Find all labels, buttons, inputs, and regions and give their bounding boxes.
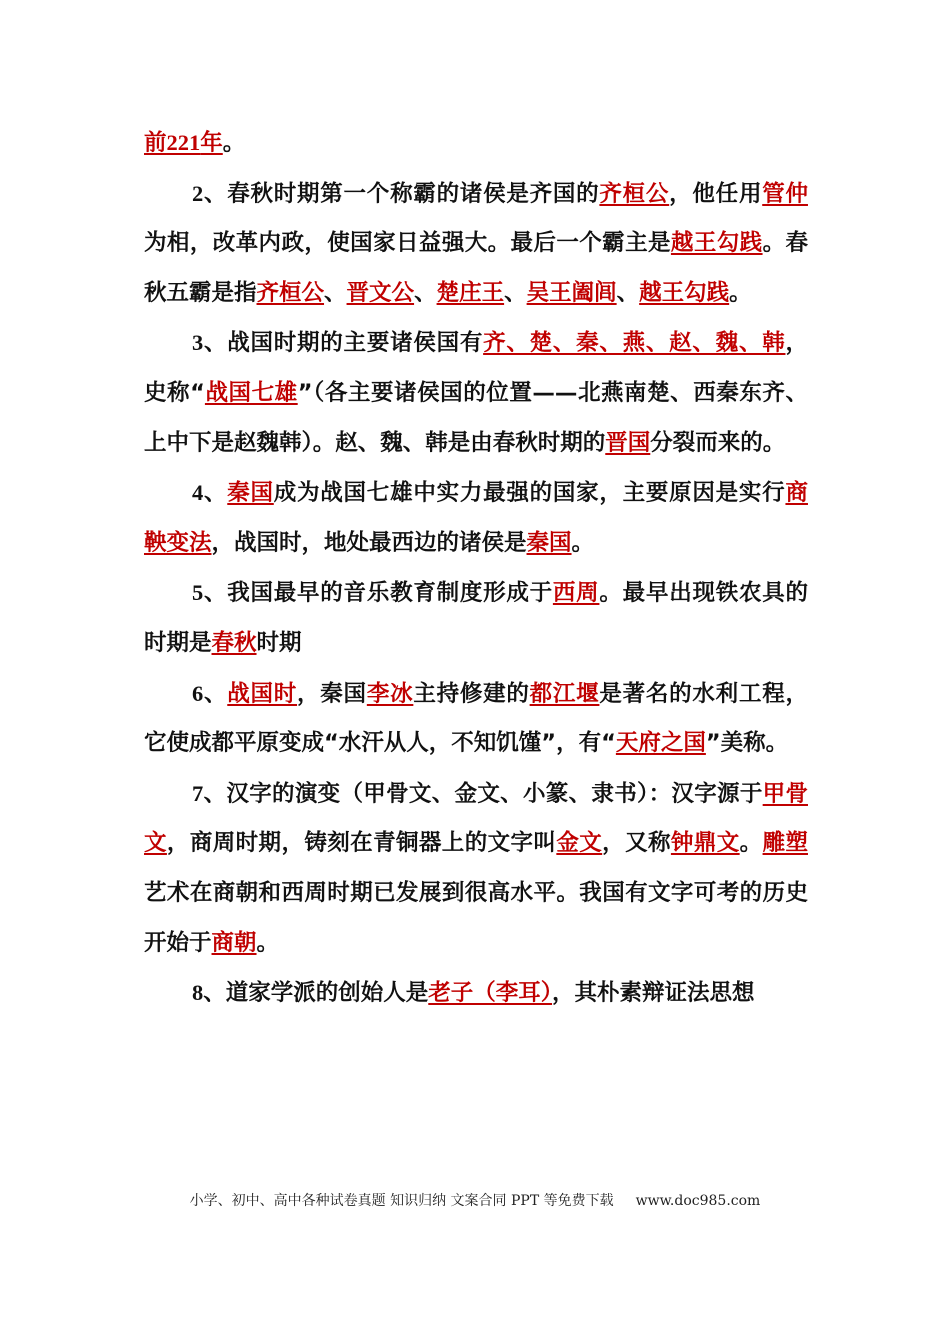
text-segment: 、	[616, 279, 640, 306]
text-segment: 。最早出现铁农具的时期是	[144, 580, 808, 656]
answer-highlight: 都江堰	[529, 680, 600, 707]
paragraph	[144, 118, 808, 169]
answer-highlight: 金文	[556, 830, 603, 857]
text-segment: 时期	[256, 629, 302, 656]
answer-highlight: 齐桓公	[256, 279, 325, 306]
answer-highlight: 221	[166, 130, 201, 155]
answer-highlight: 管仲	[762, 180, 808, 207]
answer-highlight: 战国时	[227, 680, 298, 707]
paragraph	[144, 468, 808, 568]
answer-highlight: 钟鼎文	[670, 830, 740, 857]
answer-highlight: 商朝	[211, 929, 257, 956]
text-segment: ，其朴素辩证法思想	[552, 980, 755, 1007]
answer-highlight: 商鞅变法	[144, 480, 808, 556]
answer-highlight: 吴王阖闾	[526, 279, 617, 306]
text-segment: 、汉字的演变（甲骨文、金文、小篆、隶书）：汉字源于	[203, 780, 763, 807]
page-footer	[0, 1190, 950, 1210]
item-number: 7	[192, 780, 204, 806]
paragraph	[144, 568, 808, 668]
paragraph	[144, 769, 808, 968]
paragraph	[144, 968, 808, 1019]
answer-highlight: 齐桓公	[599, 180, 670, 207]
answer-highlight: 越王勾践	[670, 230, 763, 257]
answer-highlight: 甲骨文	[144, 780, 808, 857]
answer-highlight: 晋文公	[346, 279, 415, 306]
answer-highlight: 秦国	[227, 480, 274, 507]
footer-url: www.doc985.com	[635, 1193, 761, 1209]
answer-highlight: 雕塑	[762, 830, 808, 857]
answer-highlight: 楚庄王	[436, 279, 505, 306]
text-segment: 。	[729, 279, 752, 306]
text-segment: 、道家学派的创始人是	[203, 980, 429, 1007]
answer-highlight: 越王勾践	[639, 279, 730, 306]
text-segment: ”（各主要诸侯国的位置——北燕南楚、西秦东齐、上中下是赵魏韩）。赵、魏、韩是由春秋时期的	[144, 379, 808, 456]
text-segment: 、战国时期的主要诸侯国有	[203, 330, 484, 357]
answer-highlight: 老子（李耳）	[428, 980, 553, 1007]
answer-highlight: 前	[144, 130, 167, 156]
text-segment: 成为战国七雄中实力最强的国家，主要原因是实行	[273, 480, 786, 507]
text-segment: 、	[203, 480, 228, 507]
text-segment: 、	[324, 279, 347, 306]
text-segment: 分裂而来的。	[650, 429, 786, 456]
text-segment: 。	[739, 830, 763, 857]
item-number: 8	[192, 980, 204, 1006]
text-segment: 。	[222, 130, 246, 156]
answer-highlight: 秦国	[526, 529, 572, 556]
text-segment: 主持修建的	[413, 680, 530, 707]
text-segment: 、我国最早的音乐教育制度形成于	[203, 580, 553, 607]
text-segment: 、	[203, 680, 228, 707]
document-body	[144, 118, 808, 1019]
paragraph	[144, 169, 808, 319]
text-segment: 。	[571, 529, 595, 556]
item-number: 3	[192, 330, 204, 356]
paragraph	[144, 318, 808, 468]
text-segment: 、	[504, 279, 527, 306]
text-segment: 为相，改革内政，使国家日益强大。最后一个霸主是	[144, 230, 671, 257]
answer-highlight: 西周	[552, 580, 600, 607]
answer-highlight: 春秋	[211, 629, 257, 656]
text-segment: 。春秋五霸是指	[144, 230, 808, 306]
answer-highlight: 李冰	[366, 680, 414, 707]
text-segment: ，商周时期，铸刻在青铜器上的文字叫	[166, 830, 557, 857]
item-number: 4	[192, 480, 204, 506]
text-segment: 、	[414, 279, 437, 306]
text-segment: 艺术在商朝和西周时期已发展到很高水平。我国有文字可考的历史开始于	[144, 879, 808, 956]
text-segment: 。	[256, 929, 280, 956]
text-segment: ，又称	[602, 830, 671, 857]
answer-highlight: 天府之国	[615, 730, 706, 757]
answer-highlight: 齐、楚、秦、燕、赵、魏、韩	[483, 330, 786, 357]
item-number: 2	[192, 180, 204, 206]
text-segment: ，秦国	[297, 680, 367, 707]
answer-highlight: 战国七雄	[204, 379, 298, 406]
item-number: 6	[192, 680, 204, 706]
answer-highlight: 年	[200, 130, 223, 156]
text-segment: ”美称。	[705, 730, 789, 757]
paragraph	[144, 669, 808, 769]
answer-highlight: 晋国	[605, 429, 651, 456]
text-segment: 是著名的水利工程，它使成都平原变成“水汗从人，不知饥馑”，有“	[144, 680, 808, 757]
text-segment: 、春秋时期第一个称霸的诸侯是齐国的	[203, 180, 600, 207]
text-segment: ，他任用	[669, 180, 763, 207]
item-number: 5	[192, 580, 204, 606]
text-segment: ，战国时，地处最西边的诸侯是	[211, 529, 527, 556]
text-segment: ，史称“	[144, 330, 808, 406]
footer-text: 小学、初中、高中各种试卷真题 知识归纳 文案合同 PPT 等免费下载	[189, 1193, 614, 1209]
